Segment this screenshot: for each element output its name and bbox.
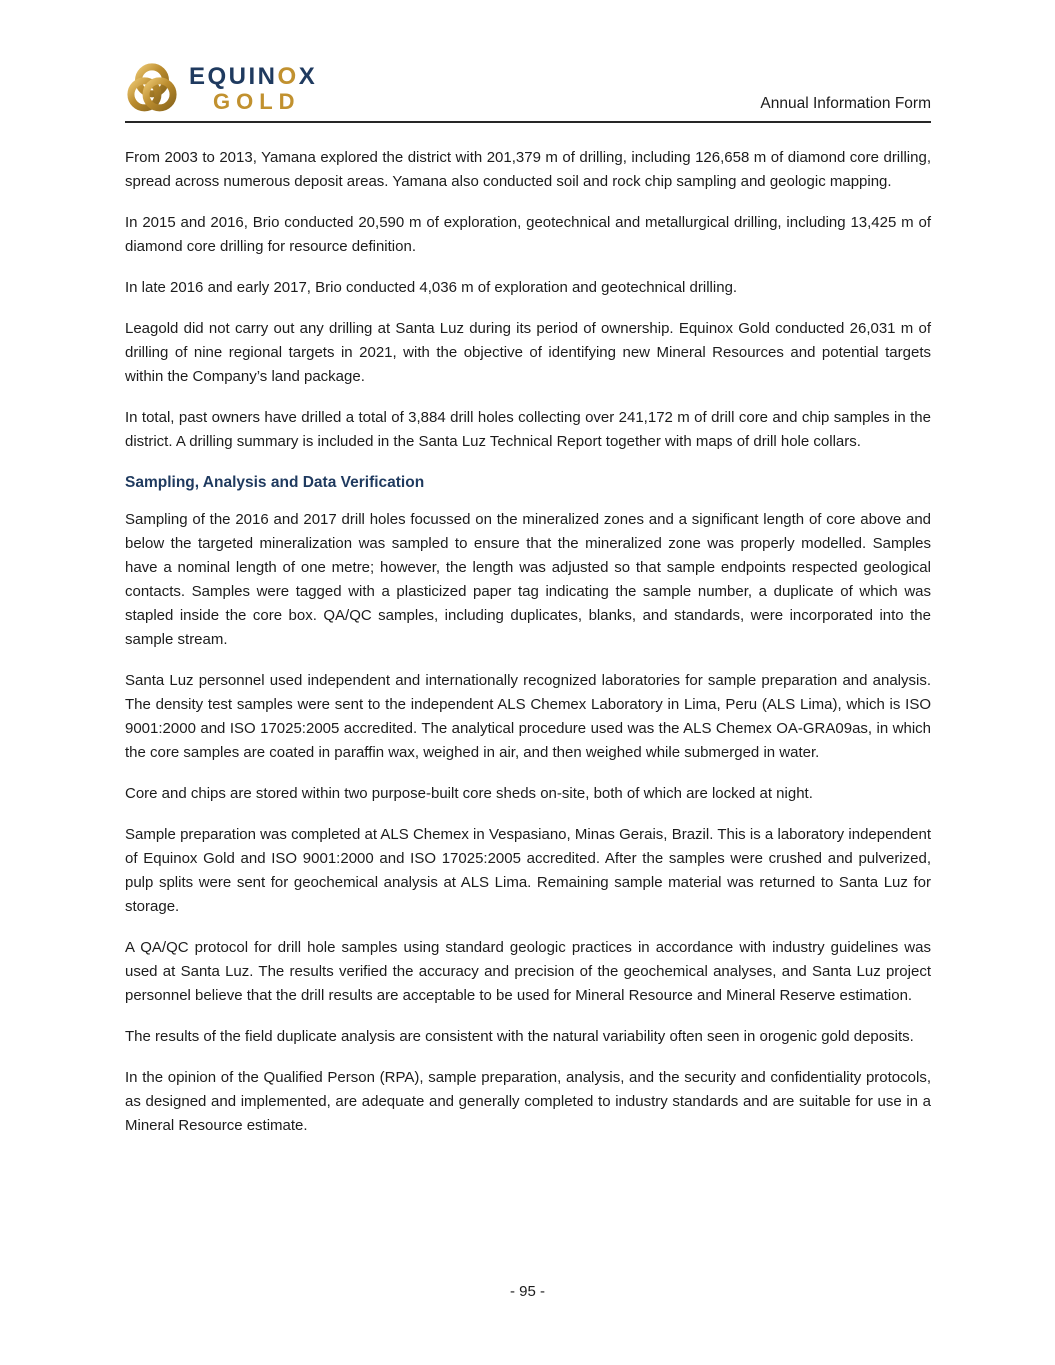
paragraph-sample-preparation: Sample preparation was completed at ALS Chemex in Vespasiano, Minas Gerais, Brazil. This is a laboratory independent of Equinox Gold and ISO 9001:2000 and ISO 17025:2005 accredited. After the samples were crushed and pulverized, pulp splits were sent for geochemical analysis at ALS Lima. Remaining sample material was returned to Santa Luz for storage.	[125, 826, 931, 915]
document-title: Annual Information Form	[760, 95, 931, 112]
document-body	[125, 146, 931, 1155]
paragraph-sampling-method: Sampling of the 2016 and 2017 drill holes focussed on the mineralized zones and a significant length of core above and below the targeted mineralization was sampled to ensure that the mineralized zone was properly modelled. Samples have a nominal length of one metre; however, the length was adjusted so that sample endpoints respected geological contacts. Samples were tagged with a plasticized paper tag indicating the sample number, a duplicate of which was stapled inside the core box. QA/QC samples, including duplicates, blanks, and standards, were incorporated into the sample stream.	[125, 511, 931, 648]
page-number: - 95 -	[509, 1283, 545, 1300]
equinox-gold-logo	[125, 62, 317, 116]
equinox-rings-icon	[125, 62, 179, 116]
paragraph-drilling-total: In total, past owners have drilled a total of 3,884 drill holes collecting over 241,172 m of drill core and chip samples in the district. A drilling summary is included in the Santa Luz Technical Report together with maps of drill hole collars.	[125, 409, 931, 450]
logo-wordmark	[189, 65, 317, 113]
paragraph-qualified-person-opinion: In the opinion of the Qualified Person (RPA), sample preparation, analysis, and the security and confidentiality protocols, as designed and implemented, are adequate and generally completed to industry standards and are suitable for use in a Mineral Resource estimate.	[125, 1069, 931, 1134]
paragraph-drilling-yamana: From 2003 to 2013, Yamana explored the district with 201,379 m of drilling, including 126,658 m of diamond core drilling, spread across numerous deposit areas. Yamana also conducted soil and rock chip sampling and geologic mapping.	[125, 149, 931, 190]
paragraph-drilling-brio-2015: In 2015 and 2016, Brio conducted 20,590 m of exploration, geotechnical and metallurgical drilling, including 13,425 m of diamond core drilling for resource definition.	[125, 214, 931, 255]
paragraph-drilling-brio-2016: In late 2016 and early 2017, Brio conducted 4,036 m of exploration and geotechnical drilling.	[125, 279, 738, 296]
paragraph-core-storage: Core and chips are stored within two purpose-built core sheds on-site, both of which are locked at night.	[125, 785, 813, 802]
paragraph-field-duplicates: The results of the field duplicate analysis are consistent with the natural variability often seen in orogenic gold deposits.	[125, 1028, 914, 1045]
paragraph-qaqc-protocol: A QA/QC protocol for drill hole samples using standard geologic practices in accordance with industry guidelines was used at Santa Luz. The results verified the accuracy and precision of the geochemical analyses, and Santa Luz project personnel believe that the drill results are acceptable to be used for Mineral Resource and Mineral Reserve estimation.	[125, 939, 931, 1004]
page-header	[125, 62, 931, 123]
page-footer	[0, 1283, 1055, 1300]
section-heading-sampling: Sampling, Analysis and Data Verification	[125, 474, 425, 491]
logo-wordmark-gold: GOLD	[213, 89, 301, 114]
logo-wordmark-equinox: EQUINOX	[189, 63, 318, 90]
paragraph-drilling-leagold-equinox: Leagold did not carry out any drilling at Santa Luz during its period of ownership. Equinox Gold conducted 26,031 m of drilling of nine regional targets in 2021, with the objective of identifying new Mineral Resources and potential targets within the Company’s land package.	[125, 320, 931, 385]
paragraph-laboratories: Santa Luz personnel used independent and internationally recognized laboratories for sample preparation and analysis. The density test samples were sent to the independent ALS Chemex Laboratory in Lima, Peru (ALS Lima), which is ISO 9001:2000 and ISO 17025:2005 accredited. The analytical procedure used was the ALS Chemex OA-GRA09as, in which the core samples are coated in paraffin wax, weighed in air, and then weighed while submerged in water.	[125, 672, 931, 761]
